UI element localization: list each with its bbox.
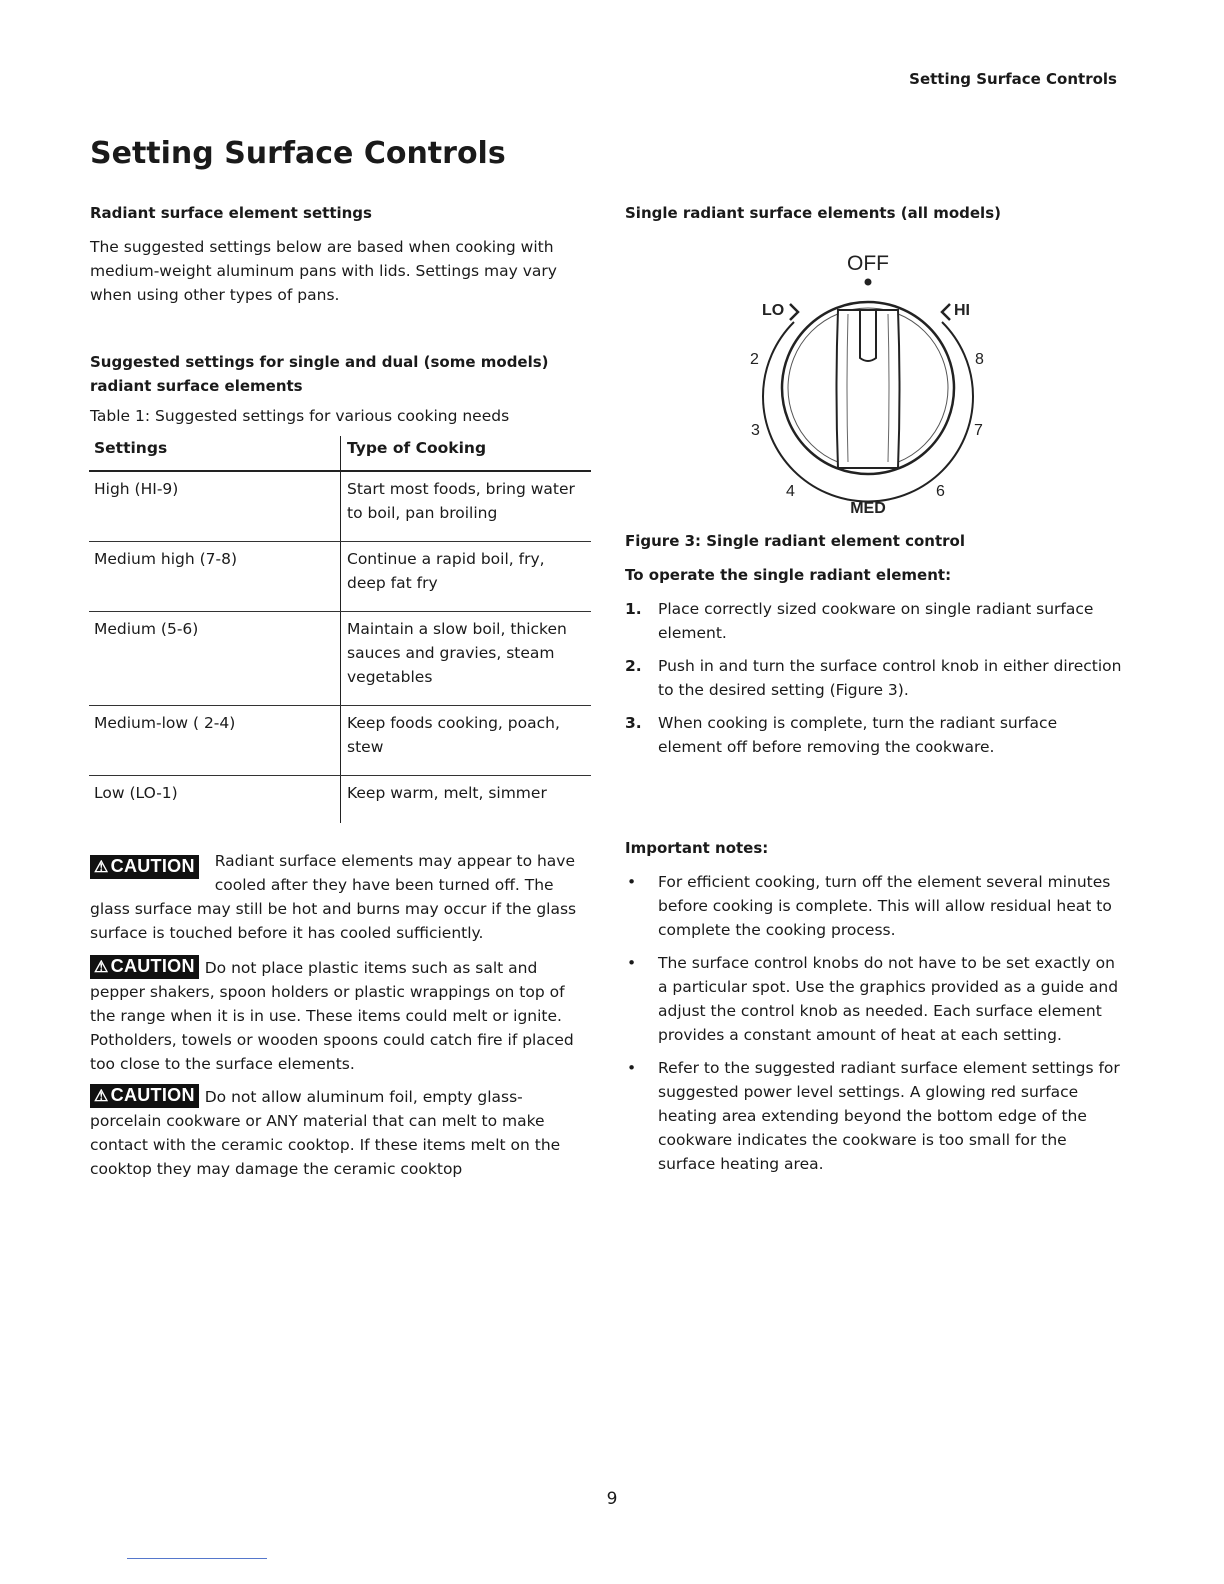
step-text: Place correctly sized cookware on single radiant surface element. [658, 600, 1094, 642]
steps-list-wrapper [625, 597, 1123, 768]
lo-chevron-icon [790, 304, 798, 320]
caution-badge [90, 855, 199, 879]
knob-grip [837, 310, 900, 468]
hi-chevron-icon [942, 304, 950, 320]
dial-number-2: 2 [750, 351, 759, 368]
caution-paragraph [90, 955, 585, 1076]
caution-paragraph [90, 1084, 575, 1181]
caution-badge [90, 955, 199, 979]
column-header: Type of Cooking [341, 436, 592, 471]
setting-cell: High (HI-9) [89, 471, 341, 542]
step-number: 2. [625, 657, 642, 675]
dial-number-7: 7 [974, 422, 983, 439]
dial-number-3: 3 [751, 422, 760, 439]
single-elements-heading: Single radiant surface elements (all models) [625, 204, 1001, 222]
table-row [89, 471, 591, 542]
cooking-cell: Continue a rapid boil, fry, deep fat fry [341, 542, 592, 612]
step-text: Push in and turn the surface control knob in either direction to the desired setting (Figure 3). [658, 657, 1122, 699]
table-row [89, 706, 591, 776]
notes-list [625, 870, 1123, 1176]
dial-number-6: 6 [936, 483, 945, 500]
page-number: 9 [606, 1489, 618, 1509]
setting-cell: Medium high (7-8) [89, 542, 341, 612]
column-header: Settings [89, 436, 341, 471]
cooking-cell: Start most foods, bring water to boil, pan broiling [341, 471, 592, 542]
table-row [89, 542, 591, 612]
bullet-icon: • [627, 1059, 637, 1077]
table-header-row [89, 436, 591, 471]
footer-rule [127, 1558, 267, 1559]
settings-table [89, 436, 591, 823]
dial-med-label: MED [850, 500, 886, 517]
figure-caption: Figure 3: Single radiant element control [625, 532, 965, 550]
cooking-cell: Maintain a slow boil, thicken sauces and gravies, steam vegetables [341, 612, 592, 706]
table-caption-text: Suggested settings for various cooking needs [155, 407, 510, 425]
setting-cell: Medium (5-6) [89, 612, 341, 706]
caution-label: CAUTION [110, 856, 195, 876]
caution-badge [90, 1084, 199, 1108]
table-caption [90, 404, 595, 428]
bullet-icon: • [627, 873, 637, 891]
caution-label: CAUTION [110, 956, 195, 976]
caution-block-2 [90, 955, 585, 1076]
step-number: 1. [625, 600, 642, 618]
dial-indicator-dot [865, 279, 872, 286]
note-text: Refer to the suggested radiant surface element settings for suggested power level settings. A glowing red surface heating area extending beyond the bottom edge of the cookware indicates the cookware is too small for the surface heating area. [658, 1059, 1120, 1173]
dial-hi-label: HI [954, 302, 970, 319]
list-item [625, 951, 1123, 1047]
control-knob-diagram [730, 240, 1010, 525]
step-number: 3. [625, 714, 642, 732]
list-item [625, 711, 1123, 759]
dial-number-8: 8 [975, 351, 984, 368]
settings-table-wrapper [89, 436, 591, 823]
list-item [625, 870, 1123, 942]
page-title: Setting Surface Controls [90, 136, 506, 171]
setting-cell: Medium-low ( 2-4) [89, 706, 341, 776]
warning-triangle-icon: ⚠ [94, 1088, 109, 1105]
cooking-cell: Keep warm, melt, simmer [347, 784, 547, 802]
intro-paragraph: The suggested settings below are based when cooking with medium-weight aluminum pans with lids. Settings may vary when using other types of pans. [90, 238, 557, 304]
setting-cell: Low (LO-1) [89, 776, 341, 824]
list-item [625, 654, 1123, 702]
dial-lo-label: LO [762, 302, 785, 319]
dial-off-label: OFF [847, 252, 889, 275]
bullet-icon: • [627, 954, 637, 972]
warning-triangle-icon: ⚠ [94, 859, 109, 876]
list-item [625, 1056, 1123, 1176]
caution-block-1 [90, 849, 590, 945]
caution-label: CAUTION [110, 1085, 195, 1105]
note-text: For efficient cooking, turn off the element several minutes before cooking is complete. This will allow residual heat to complete the cooking process. [658, 873, 1112, 939]
dial-number-4: 4 [786, 483, 795, 500]
note-text: The surface control knobs do not have to be set exactly on a particular spot. Use the graphics provided as a guide and adjust the control knob as needed. Each surface element provides a constant amount of heat at each setting. [658, 954, 1119, 1044]
table-row [89, 776, 591, 824]
caution-text: Do not allow aluminum foil, empty glass-porcelain cookware or ANY material that can melt to make contact with the ceramic cooktop. If these items melt on the cooktop they may damage the ceramic cooktop [90, 1088, 561, 1178]
steps-heading: To operate the single radiant element: [625, 566, 952, 584]
caution-text: Radiant surface elements may appear to have cooled after they have been turned off. The glass surface may still be hot and burns may occur if the glass surface is touched before it has cooled sufficiently. [90, 852, 577, 942]
table-row [89, 612, 591, 706]
cooking-cell: Keep foods cooking, poach, stew [341, 706, 592, 776]
notes-list-wrapper [625, 870, 1123, 1185]
caution-text: Do not place plastic items such as salt and pepper shakers, spoon holders or plastic wrappings on top of the range when it is in use. These items could melt or ignite. Potholders, towels or wooden spoons could catch fire if placed too close to the surface elements. [90, 959, 574, 1073]
radiant-settings-heading: Radiant surface element settings [90, 204, 372, 222]
table-heading: Suggested settings for single and dual (some models) radiant surface elements [90, 353, 549, 395]
notes-heading: Important notes: [625, 839, 769, 857]
steps-list [625, 597, 1123, 759]
list-item [625, 597, 1123, 645]
running-header: Setting Surface Controls [909, 70, 1117, 88]
warning-triangle-icon: ⚠ [94, 959, 109, 976]
table-caption-label: Table 1: [90, 407, 151, 425]
caution-block-3 [90, 1084, 575, 1181]
step-text: When cooking is complete, turn the radiant surface element off before removing the cookware. [658, 714, 1058, 756]
